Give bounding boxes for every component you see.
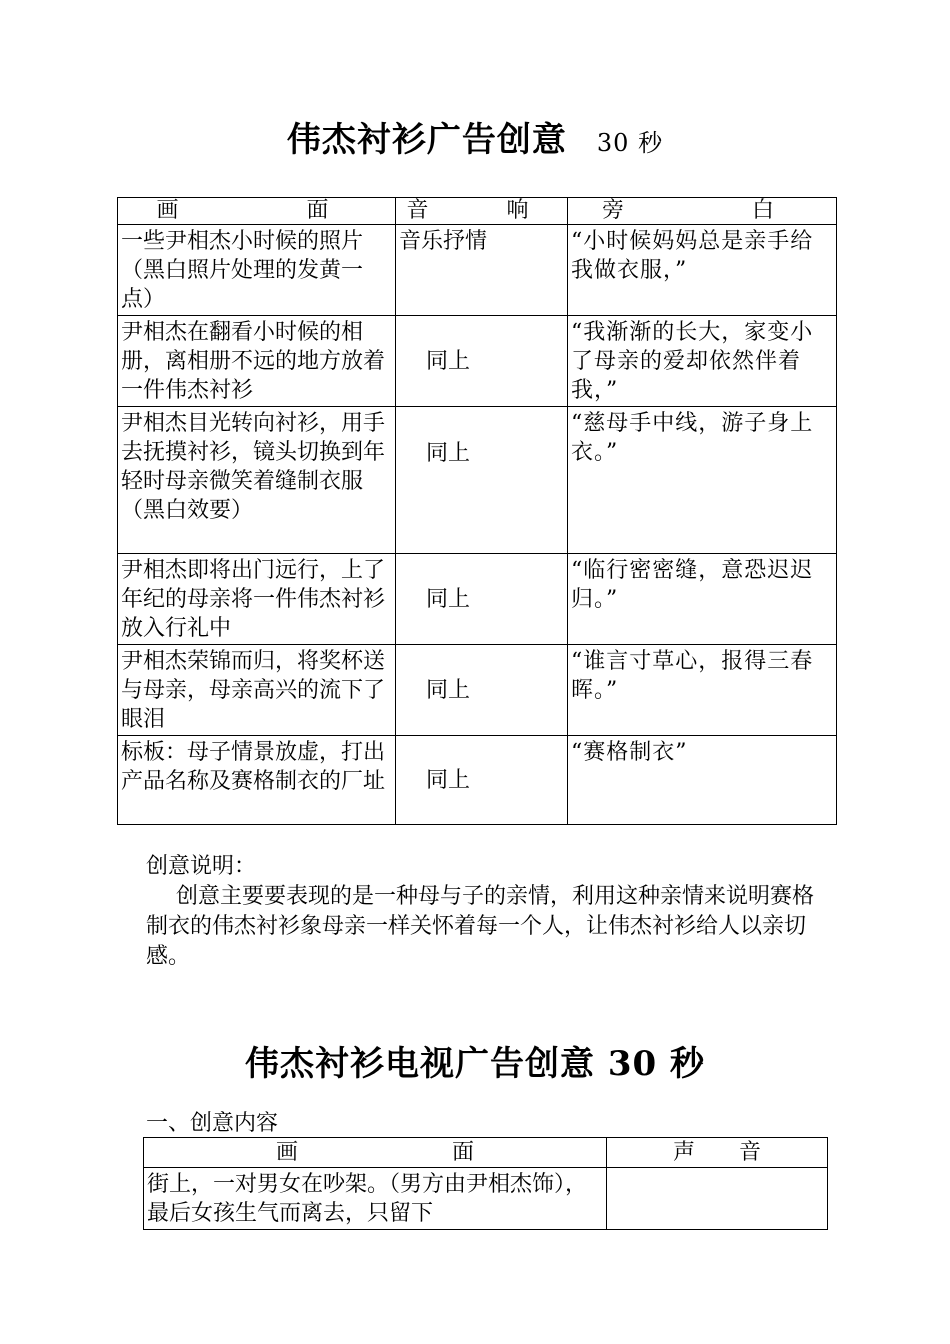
cell-picture: 尹相杰在翻看小时候的相册，离相册不远的地方放着一件伟杰衬衫 [118,316,396,407]
table-row [118,554,837,645]
cell-picture: 尹相杰目光转向衬衫，用手去抚摸衬衫，镜头切换到年轻时母亲微笑着缝制衣服（黑白效要） [118,407,396,554]
cell-narration: “赛格制衣” [568,736,837,825]
cell-narration: “临行密密缝，意恐迟迟归。” [568,554,837,645]
cell-sound: 同上 [396,554,568,645]
cell-picture: 一些尹相杰小时候的照片（黑白照片处理的发黄一点） [118,225,396,316]
cell-sound: 音乐抒情 [396,225,568,316]
table-row [118,225,837,316]
table-row [144,1168,828,1230]
cell-narration: “我渐渐的长大，家变小了母亲的爱却依然伴着我，” [568,316,837,407]
cell-picture: 尹相杰即将出门远行，上了年纪的母亲将一件伟杰衬衫放入行礼中 [118,554,396,645]
header-picture: 画 面 [118,198,396,225]
table-row [118,736,837,825]
cell-narration: “慈母手中线，游子身上衣。” [568,407,837,554]
cell-sound: 同上 [396,645,568,736]
note-heading: 创意说明： [146,854,257,879]
cell-sound: 同上 [396,316,568,407]
table-row [118,407,837,554]
doc1-title [0,112,950,161]
cell-sound [607,1168,828,1230]
tv-storyboard-table [143,1137,828,1230]
doc1-title-text: 伟杰衬衫广告创意 [286,120,567,160]
cell-narration: “小时候妈妈总是亲手给我做衣服，” [568,225,837,316]
cell-sound: 同上 [396,736,568,825]
table-row [118,316,837,407]
header-narration: 旁 白 [568,198,837,225]
header-sound: 声 音 [607,1138,828,1168]
table-row [118,645,837,736]
section-heading: 一、创意内容 [146,1111,279,1136]
creative-note [146,852,826,972]
table-header-row [118,198,837,225]
cell-narration: “谁言寸草心，报得三春晖。” [568,645,837,736]
doc2-title: 伟杰衬衫电视广告创意 30 秒 [245,1044,705,1084]
cell-picture: 标板：母子情景放虚，打出产品名称及赛格制衣的厂址 [118,736,396,825]
doc1-duration: 30 秒 [596,129,664,157]
cell-picture: 尹相杰荣锦而归，将奖杯送与母亲，母亲高兴的流下了眼泪 [118,645,396,736]
cell-picture: 街上，一对男女在吵架。（男方由尹相杰饰），最后女孩生气而离去，只留下 [144,1168,607,1230]
header-picture: 画 面 [144,1138,607,1168]
cell-sound: 同上 [396,407,568,554]
note-body: 创意主要要表现的是一种母与子的亲情，利用这种亲情来说明赛格制衣的伟杰衬衫象母亲一样关怀着每一个人，让伟杰衬衫给人以亲切感。 [146,884,815,969]
storyboard-table [117,197,837,825]
table-header-row [144,1138,828,1168]
header-sound: 音 响 [396,198,568,225]
